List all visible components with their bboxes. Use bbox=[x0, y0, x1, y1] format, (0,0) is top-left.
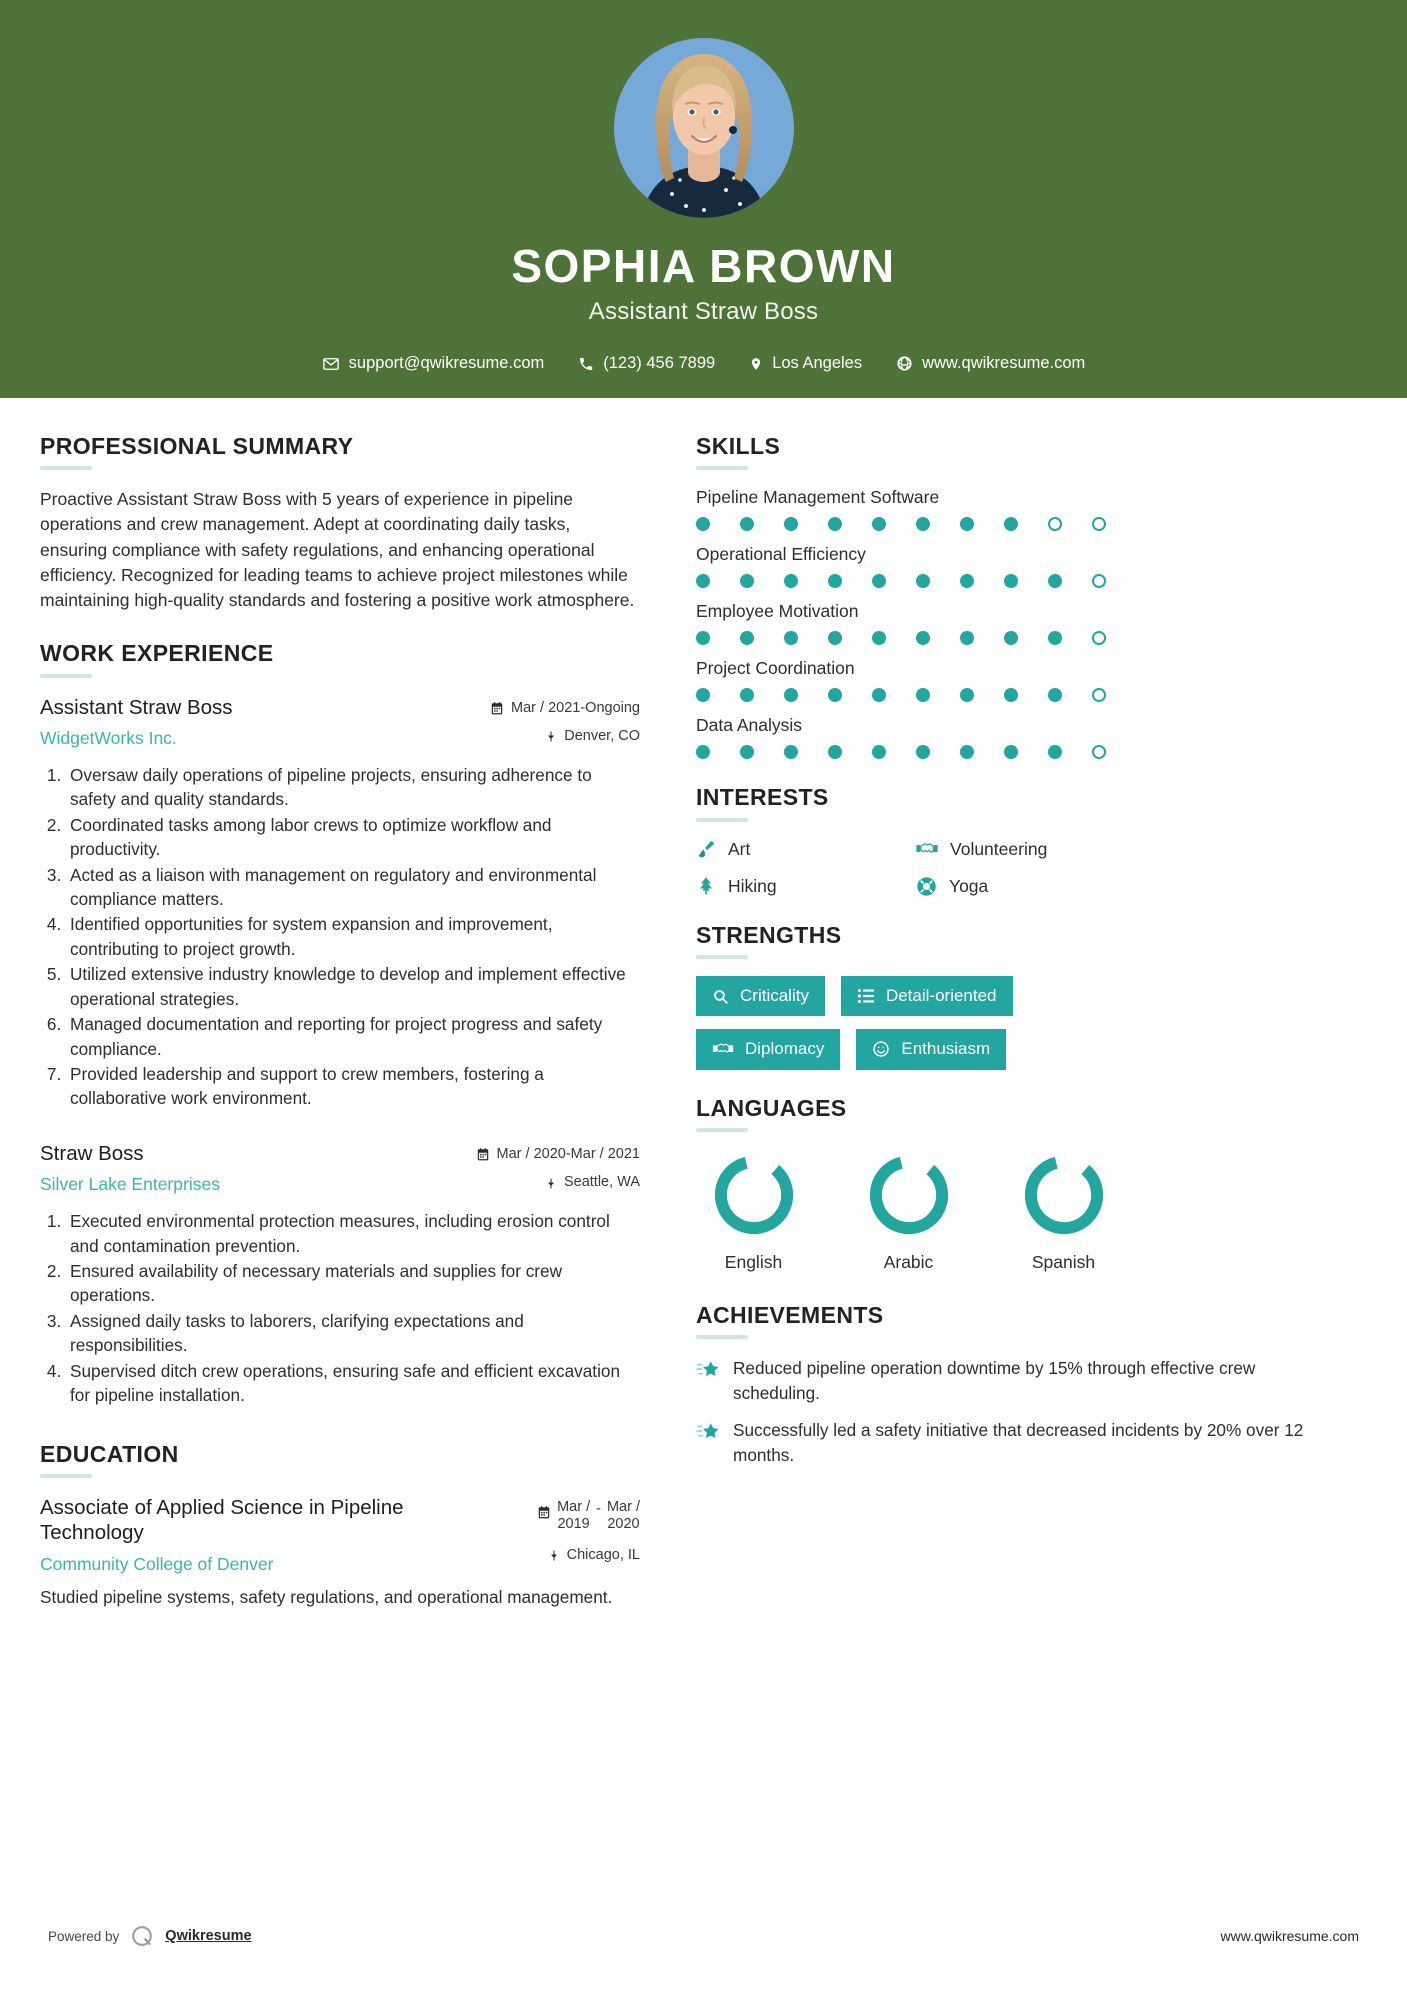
interests-grid bbox=[696, 839, 1126, 897]
rating-dot-filled bbox=[960, 688, 974, 702]
job-dates-text: Mar / 2021-Ongoing bbox=[511, 699, 640, 716]
achievement-text: Reduced pipeline operation downtime by 15% through effective crew scheduling. bbox=[733, 1358, 1256, 1403]
language-item bbox=[1006, 1149, 1121, 1273]
rating-dot-filled bbox=[696, 745, 710, 759]
rating-dot-filled bbox=[1048, 574, 1062, 588]
skill-item bbox=[696, 487, 1311, 531]
rating-dot-filled bbox=[784, 745, 798, 759]
languages-list bbox=[696, 1149, 1311, 1273]
education-school: Community College of Denver bbox=[40, 1554, 274, 1575]
handshake-icon bbox=[712, 1040, 734, 1058]
rating-dot-filled bbox=[1048, 688, 1062, 702]
rating-dot-filled bbox=[696, 574, 710, 588]
rating-dot-filled bbox=[916, 745, 930, 759]
smiley-icon bbox=[872, 1040, 890, 1058]
job-company: WidgetWorks Inc. bbox=[40, 728, 177, 749]
rating-dot-filled bbox=[828, 574, 842, 588]
education-start-year: 2019 bbox=[557, 1516, 590, 1533]
section-title: PROFESSIONAL SUMMARY bbox=[40, 433, 354, 459]
left-column bbox=[40, 434, 640, 1629]
contact-location-text: Los Angeles bbox=[772, 354, 863, 373]
section-title: SKILLS bbox=[696, 433, 781, 459]
strength-label: Detail-oriented bbox=[885, 985, 997, 1005]
education-entry bbox=[40, 1495, 640, 1609]
job-bullet: 6. Managed documentation and reporting for project progress and safety compliance. bbox=[66, 1012, 640, 1061]
skill-label: Project Coordination bbox=[696, 658, 855, 679]
skill-rating bbox=[696, 631, 1106, 645]
interest-item bbox=[916, 839, 1126, 860]
achievement-item bbox=[696, 1356, 1311, 1405]
skill-label: Pipeline Management Software bbox=[696, 487, 940, 508]
work-entry bbox=[40, 1141, 640, 1408]
rating-dot-filled bbox=[784, 574, 798, 588]
contact-phone-text: (123) 456 7899 bbox=[603, 354, 716, 373]
section-title: INTERESTS bbox=[696, 784, 829, 811]
section-rule bbox=[696, 1335, 748, 1339]
interest-label: Art bbox=[728, 838, 751, 859]
skill-rating bbox=[696, 574, 1106, 588]
rating-dot-filled bbox=[872, 631, 886, 645]
skills-list bbox=[696, 487, 1311, 759]
rating-dot-empty bbox=[1092, 745, 1106, 759]
rating-dot-empty bbox=[1092, 574, 1106, 588]
right-column bbox=[666, 434, 1311, 1629]
rating-dot-filled bbox=[916, 688, 930, 702]
education-description: Studied pipeline systems, safety regulations, and operational management. bbox=[40, 1586, 613, 1607]
skill-rating bbox=[696, 688, 1106, 702]
section-rule bbox=[40, 1474, 92, 1478]
magnifier-icon bbox=[712, 988, 729, 1005]
rating-dot-filled bbox=[960, 574, 974, 588]
contact-row bbox=[0, 354, 1407, 373]
job-bullet: 2. Ensured availability of necessary materials and supplies for crew operations. bbox=[66, 1259, 640, 1308]
globe-icon bbox=[896, 355, 913, 372]
summary-text: Proactive Assistant Straw Boss with 5 years of experience in pipeline operations and crew management. Adept at coordinating daily tasks, ensuring compliance with safety regulations, and enhancing operational efficiency. Recognized for leading teams to achieve project milestones while maintaining high-quality standards and fostering a positive work atmosphere. bbox=[40, 489, 635, 611]
rating-dot-empty bbox=[1092, 517, 1106, 531]
interest-label: Hiking bbox=[728, 875, 777, 896]
rating-dot-filled bbox=[828, 517, 842, 531]
rating-dot-filled bbox=[740, 688, 754, 702]
rating-dot-empty bbox=[1092, 631, 1106, 645]
section-title: WORK EXPERIENCE bbox=[40, 640, 274, 667]
section-rule bbox=[696, 955, 748, 959]
job-bullet: 2. Coordinated tasks among labor crews to optimize workflow and productivity. bbox=[66, 813, 640, 862]
rating-dot-filled bbox=[872, 745, 886, 759]
rating-dot-filled bbox=[1004, 745, 1018, 759]
rating-dot-filled bbox=[916, 517, 930, 531]
skill-item bbox=[696, 601, 1311, 645]
job-bullets bbox=[40, 763, 640, 1111]
rating-dot-filled bbox=[1048, 745, 1062, 759]
section-strengths bbox=[696, 923, 1311, 1070]
contact-email[interactable] bbox=[305, 354, 562, 373]
section-work-experience bbox=[40, 641, 640, 1407]
education-dates bbox=[475, 1499, 640, 1534]
job-bullet: 5. Utilized extensive industry knowledge to develop and implement effective operational strategies. bbox=[66, 962, 640, 1011]
skill-label: Data Analysis bbox=[696, 715, 803, 736]
job-company: Silver Lake Enterprises bbox=[40, 1174, 220, 1195]
job-bullet: 1. Oversaw daily operations of pipeline projects, ensuring adherence to safety and quality standards. bbox=[66, 763, 640, 812]
header-job-title: Assistant Straw Boss bbox=[588, 298, 819, 326]
language-item bbox=[696, 1149, 811, 1273]
rating-dot-filled bbox=[784, 517, 798, 531]
page-title: SOPHIA BROWN bbox=[511, 240, 896, 292]
section-rule bbox=[696, 466, 748, 470]
rating-dot-filled bbox=[960, 517, 974, 531]
contact-phone[interactable] bbox=[561, 354, 732, 373]
rating-dot-filled bbox=[916, 574, 930, 588]
rating-dot-filled bbox=[740, 517, 754, 531]
skill-rating bbox=[696, 745, 1106, 759]
interest-item bbox=[916, 876, 1126, 897]
rating-dot-filled bbox=[872, 517, 886, 531]
phone-icon bbox=[578, 356, 594, 372]
resume-body bbox=[0, 398, 1407, 1629]
job-dates bbox=[475, 699, 640, 719]
strength-label: Diplomacy bbox=[745, 1039, 825, 1059]
language-label: Spanish bbox=[1031, 1251, 1096, 1272]
star-badge-icon bbox=[696, 1356, 720, 1381]
language-label: English bbox=[724, 1251, 783, 1272]
strength-chip-enthusiasm[interactable] bbox=[856, 1029, 1006, 1069]
job-bullet: 4. Identified opportunities for system expansion and improvement, contributing to project growth. bbox=[66, 912, 640, 961]
qwikresume-logo-icon bbox=[129, 1923, 155, 1949]
job-bullet: 4. Supervised ditch crew operations, ensuring safe and efficient excavation for pipeline installation. bbox=[66, 1359, 640, 1408]
tree-icon bbox=[696, 876, 716, 896]
avatar-photo-icon bbox=[614, 38, 794, 218]
job-role: Straw Boss bbox=[40, 1141, 144, 1165]
contact-website[interactable] bbox=[879, 354, 1102, 373]
section-skills bbox=[696, 434, 1311, 759]
education-location-text: Chicago, IL bbox=[566, 1546, 640, 1563]
section-title: ACHIEVEMENTS bbox=[696, 1301, 884, 1328]
language-progress-ring bbox=[1018, 1149, 1110, 1241]
rating-dot-filled bbox=[1004, 631, 1018, 645]
skill-rating bbox=[696, 517, 1106, 531]
job-dates-text: Mar / 2020-Mar / 2021 bbox=[496, 1145, 640, 1162]
rating-dot-filled bbox=[828, 745, 842, 759]
section-achievements bbox=[696, 1303, 1311, 1467]
work-entry bbox=[40, 695, 640, 1111]
star-badge-icon bbox=[696, 1418, 720, 1443]
rating-dot-filled bbox=[696, 688, 710, 702]
rating-dot-filled bbox=[1004, 574, 1018, 588]
section-rule bbox=[40, 674, 92, 678]
powered-by bbox=[48, 1923, 252, 1949]
skill-item bbox=[696, 658, 1311, 702]
avatar bbox=[614, 38, 794, 218]
language-progress-ring bbox=[863, 1149, 955, 1241]
rating-dot-filled bbox=[1004, 517, 1018, 531]
handshake-icon bbox=[916, 839, 938, 859]
interest-label: Yoga bbox=[949, 875, 989, 896]
rating-dot-empty bbox=[1048, 517, 1062, 531]
education-end-date bbox=[607, 1499, 640, 1534]
calendar-icon bbox=[537, 1499, 551, 1524]
language-item bbox=[851, 1149, 966, 1273]
job-bullet: 1. Executed environmental protection measures, including erosion control and contamination prevention. bbox=[66, 1209, 640, 1258]
rating-dot-filled bbox=[828, 631, 842, 645]
footer bbox=[0, 1904, 1407, 1990]
rating-dot-filled bbox=[696, 517, 710, 531]
job-bullets bbox=[40, 1209, 640, 1407]
strength-chip-criticality[interactable] bbox=[696, 976, 825, 1016]
footer-url: www.qwikresume.com bbox=[1220, 1928, 1359, 1944]
calendar-icon bbox=[490, 701, 504, 716]
achievement-text: Successfully led a safety initiative that decreased incidents by 20% over 12 months. bbox=[733, 1420, 1304, 1465]
achievement-item bbox=[696, 1418, 1311, 1467]
section-rule bbox=[696, 818, 748, 822]
rating-dot-filled bbox=[740, 574, 754, 588]
strength-label: Enthusiasm bbox=[901, 1039, 991, 1059]
skill-item bbox=[696, 544, 1311, 588]
rating-dot-filled bbox=[784, 631, 798, 645]
job-bullet: 3. Acted as a liaison with management on regulatory and environmental compliance matters. bbox=[66, 863, 640, 912]
job-location-text: Denver, CO bbox=[564, 728, 640, 745]
contact-location bbox=[732, 354, 879, 373]
strengths-list bbox=[696, 976, 1136, 1070]
strength-label: Criticality bbox=[740, 985, 809, 1005]
interest-item bbox=[696, 839, 906, 860]
calendar-icon bbox=[476, 1147, 490, 1162]
contact-email-text: support@qwikresume.com bbox=[348, 354, 545, 373]
interest-item bbox=[696, 876, 906, 897]
paint-brush-icon bbox=[696, 839, 716, 859]
section-rule bbox=[40, 466, 92, 470]
rating-dot-empty bbox=[1092, 688, 1106, 702]
rating-dot-filled bbox=[1004, 688, 1018, 702]
section-title: STRENGTHS bbox=[696, 921, 842, 948]
qwikresume-link[interactable]: Qwikresume bbox=[165, 1928, 252, 1944]
section-education bbox=[40, 1442, 640, 1610]
job-bullet: 7. Provided leadership and support to crew members, fostering a collaborative work environment. bbox=[66, 1062, 640, 1111]
strength-chip-diplomacy[interactable] bbox=[696, 1029, 840, 1069]
section-interests bbox=[696, 785, 1311, 896]
job-bullet: 3. Assigned daily tasks to laborers, clarifying expectations and responsibilities. bbox=[66, 1309, 640, 1358]
job-role: Assistant Straw Boss bbox=[40, 695, 233, 719]
map-pin-icon bbox=[545, 729, 557, 744]
education-start-month: Mar / bbox=[557, 1498, 591, 1515]
rating-dot-filled bbox=[960, 631, 974, 645]
education-end-month: Mar / bbox=[606, 1498, 640, 1515]
rating-dot-filled bbox=[960, 745, 974, 759]
rating-dot-filled bbox=[872, 574, 886, 588]
education-date-separator: - bbox=[596, 1500, 601, 1517]
rating-dot-filled bbox=[740, 745, 754, 759]
email-icon bbox=[322, 355, 340, 373]
section-title: EDUCATION bbox=[40, 1440, 179, 1467]
job-location bbox=[475, 727, 640, 747]
map-pin-icon bbox=[545, 1176, 557, 1191]
list-icon bbox=[857, 988, 875, 1004]
section-languages bbox=[696, 1096, 1311, 1273]
section-title: LANGUAGES bbox=[696, 1094, 847, 1121]
life-ring-icon bbox=[916, 876, 937, 897]
rating-dot-filled bbox=[872, 688, 886, 702]
skill-label: Employee Motivation bbox=[696, 601, 859, 622]
job-location bbox=[475, 1173, 640, 1193]
skill-item bbox=[696, 715, 1311, 759]
education-degree: Associate of Applied Science in Pipeline Technology bbox=[40, 1495, 404, 1545]
location-pin-icon bbox=[749, 355, 763, 373]
rating-dot-filled bbox=[916, 631, 930, 645]
education-end-year: 2020 bbox=[607, 1516, 640, 1533]
rating-dot-filled bbox=[740, 631, 754, 645]
powered-by-label: Powered by bbox=[48, 1928, 120, 1944]
section-rule bbox=[696, 1128, 748, 1132]
rating-dot-filled bbox=[828, 688, 842, 702]
rating-dot-filled bbox=[1048, 631, 1062, 645]
strength-chip-detail-oriented[interactable] bbox=[841, 976, 1013, 1016]
resume-header bbox=[0, 0, 1407, 398]
interest-label: Volunteering bbox=[950, 838, 1048, 859]
job-dates bbox=[475, 1145, 640, 1165]
section-professional-summary bbox=[40, 434, 640, 613]
education-location bbox=[475, 1546, 640, 1566]
rating-dot-filled bbox=[784, 688, 798, 702]
language-progress-ring bbox=[708, 1149, 800, 1241]
map-pin-icon bbox=[548, 1548, 560, 1563]
rating-dot-filled bbox=[696, 631, 710, 645]
education-start-date bbox=[557, 1499, 590, 1534]
job-location-text: Seattle, WA bbox=[563, 1174, 640, 1191]
language-label: Arabic bbox=[883, 1251, 934, 1272]
skill-label: Operational Efficiency bbox=[696, 544, 866, 565]
contact-website-text: www.qwikresume.com bbox=[922, 354, 1086, 373]
